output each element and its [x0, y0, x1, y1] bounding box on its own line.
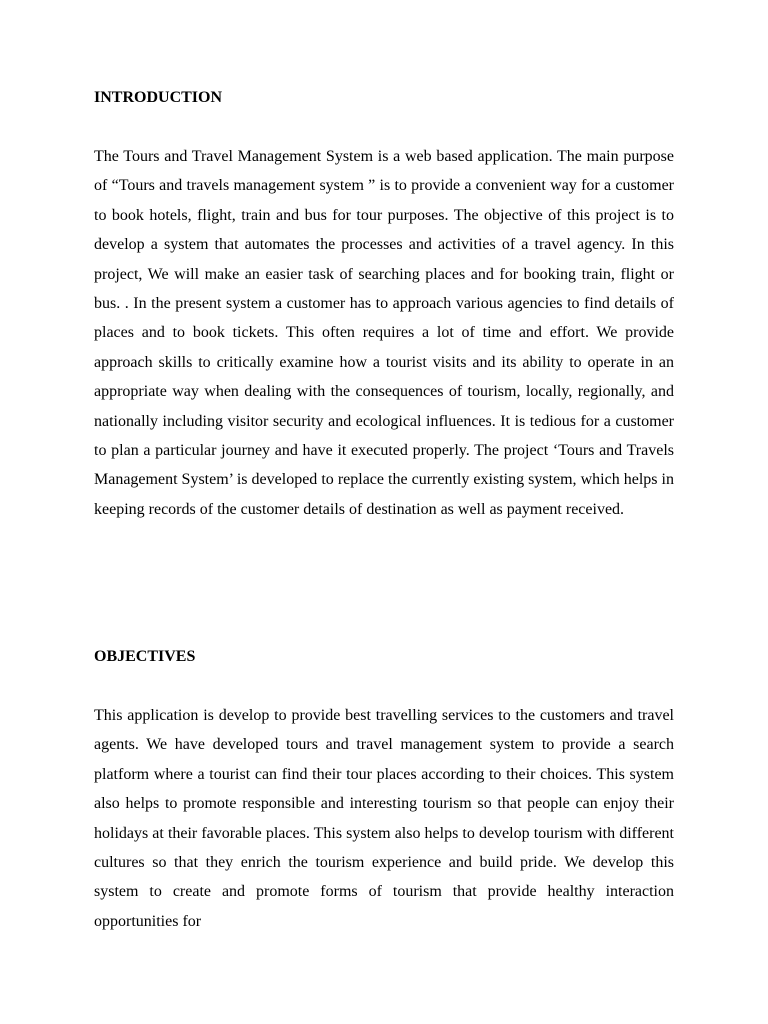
- section-heading-introduction: INTRODUCTION: [94, 89, 223, 106]
- section-heading-objectives: OBJECTIVES: [94, 648, 196, 665]
- section-body-objectives: This application is develop to provide best travelling services to the customers and travel agents. We have developed tours and travel management system to provide a search platform where a tourist can find their tour places according to their choices. This system also helps to promote responsible and interesting tourism so that people can enjoy their holidays at their favorable places. This system also helps to develop tourism with different cultures so that they enrich the tourism experience and build pride. We develop this system to create and promote forms of tourism that provide healthy interaction opportunities for: [94, 707, 674, 930]
- section-body-introduction: The Tours and Travel Management System is a web based application. The main purpose of “Tours and travels management system ” is to provide a convenient way for a customer to book hotels, flight, train and bus for tour purposes. The objective of this project is to develop a system that automates the processes and activities of a travel agency. In this project, We will make an easier task of searching places and for booking train, flight or bus. . In the present system a customer has to approach various agencies to find details of places and to book tickets. This often requires a lot of time and effort. We provide approach skills to critically examine how a tourist visits and its ability to operate in an appropriate way when dealing with the consequences of tourism, locally, regionally, and nationally including visitor security and ecological influences. It is tedious for a customer to plan a particular journey and have it executed properly. The project ‘Tours and Travels Management System’ is developed to replace the currently existing system, which helps in keeping records of the customer details of destination as well as payment received.: [94, 148, 674, 518]
